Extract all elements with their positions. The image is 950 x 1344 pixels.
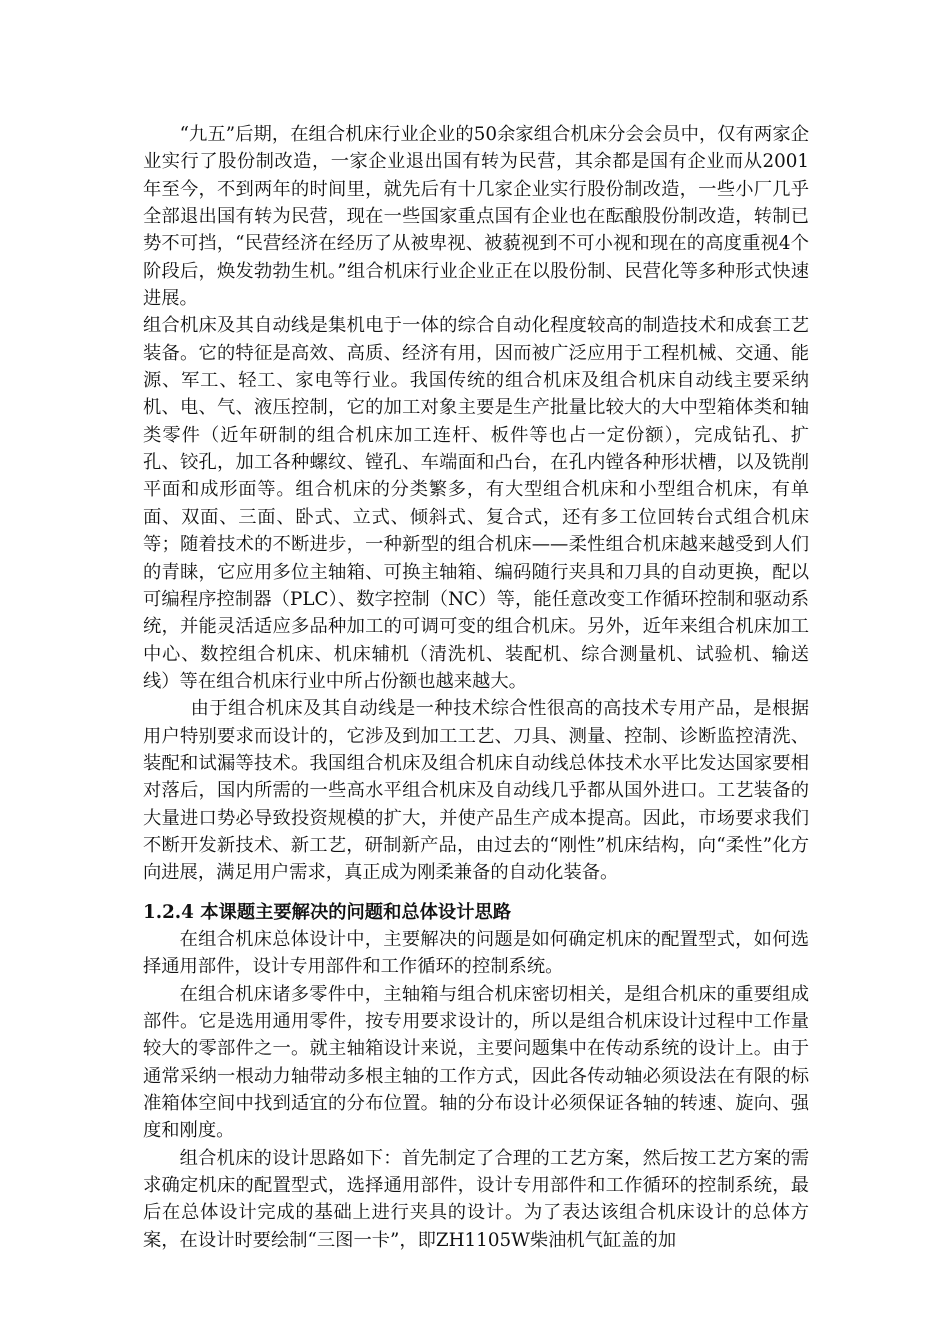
paragraph-spindle-box: 在组合机床诸多零件中，主轴箱与组合机床密切相关，是组合机床的重要组成部件。它是选用通用零件，按专用要求设计的，所以是组合机床设计过程中工作量较大的零部件之一。就主轴箱设计来说，主要问题集中在传动系统的设计上。由于通常采纳一根动力轴带动多根主轴的工作方式，因此各传动轴必须设法在有限的标准箱体空间中找到适宜的分布位置。轴的分布设计必须保证各轴的转速、旋向、强度和刚度。: [143, 983, 809, 1142]
document-body: [143, 121, 809, 1254]
paragraph-industry-reform: “九五”后期，在组合机床行业企业的50余家组合机床分会会员中，仅有两家企业实行了股份制改造，一家企业退出国有转为民营，其余都是国有企业而从2001年至今，不到两年的时间里，就先后有十几家企业实行股份制改造，一些小厂几乎全部退出国有转为民营，现在一些国家重点国有企业也在酝酿股份制改造，转制已势不可挡，“民营经济在经历了从被卑视、被藐视到不可小视和现在的高度重视4个阶段后，焕发勃勃生机。”组合机床行业企业正在以股份制、民营化等多种形式快速进展。: [143, 124, 809, 310]
paragraph-design-approach: 组合机床的设计思路如下：首先制定了合理的工艺方案，然后按工艺方案的需求确定机床的配置型式，选择通用部件，设计专用部件和工作循环的控制系统，最后在总体设计完成的基础上进行夹具的设计。为了表达该组合机床设计的总体方案，在设计时要绘制“三图一卡”，即ZH1105W柴油机气缸盖的加: [143, 1147, 809, 1251]
paragraph-technology-status: 由于组合机床及其自动线是一种技术综合性很高的高技术专用产品，是根据用户特别要求而设计的，它涉及到加工工艺、刀具、测量、控制、诊断监控清洗、装配和试漏等技术。我国组合机床及组合机床自动线总体技术水平比发达国家要相对落后，国内所需的一些高水平组合机床及自动线几乎都从国外进口。工艺装备的大量进口势必导致投资规模的扩大，并使产品生产成本提高。因此，市场要求我们不断开发新技术、新工艺，研制新产品，由过去的“刚性”机床结构，向“柔性”化方向进展，满足用户需求，真正成为刚柔兼备的自动化装备。: [143, 698, 809, 884]
section-heading: 1.2.4 本课题主要解决的问题和总体设计思路: [143, 901, 512, 923]
paragraph-machine-overview: 组合机床及其自动线是集机电于一体的综合自动化程度较高的制造技术和成套工艺装备。它的特征是高效、高质、经济有用，因而被广泛应用于工程机械、交通、能源、军工、轻工、家电等行业。我国传统的组合机床及组合机床自动线主要采纳机、电、气、液压控制，它的加工对象主要是生产批量比较大的大中型箱体类和轴类零件（近年研制的组合机床加工连杆、板件等也占一定份额），完成钻孔、扩孔、铰孔，加工各种螺纹、镗孔、车端面和凸台，在孔内镗各种形状槽，以及铣削平面和成形面等。组合机床的分类繁多，有大型组合机床和小型组合机床，有单面、双面、三面、卧式、立式、倾斜式、复合式，还有多工位回转台式组合机床等；随着技术的不断进步，一种新型的组合机床——柔性组合机床越来越受到人们的青睐，它应用多位主轴箱、可换主轴箱、编码随行夹具和刀具的自动更换，配以可编程序控制器（PLC）、数字控制（NC）等，能任意改变工作循环控制和驱动系统，并能灵活适应多品种加工的可调可变的组合机床。另外，近年来组合机床加工中心、数控组合机床、机床辅机（清洗机、装配机、综合测量机、试验机、输送线）等在组合机床行业中所占份额也越来越大。: [143, 315, 809, 692]
paragraph-design-problems: 在组合机床总体设计中，主要解决的问题是如何确定机床的配置型式，如何选择通用部件，设计专用部件和工作循环的控制系统。: [143, 928, 809, 978]
